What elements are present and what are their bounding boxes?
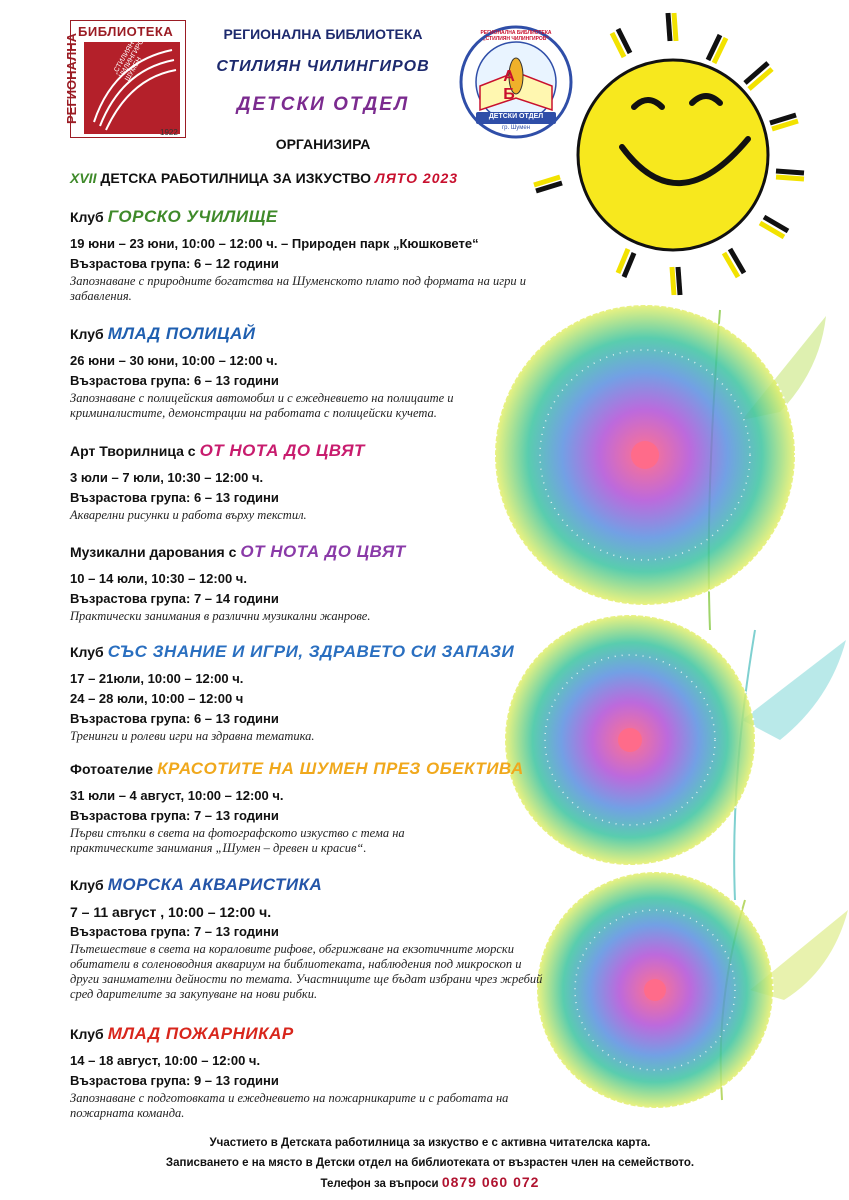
section-prefix: Музикални дарования с	[70, 544, 237, 560]
workshop-text: ДЕТСКА РАБОТИЛНИЦА ЗА ИЗКУСТВО	[96, 170, 375, 186]
section-heading	[70, 439, 550, 463]
section-dates: 14 – 18 август, 10:00 – 12:00 ч.	[70, 1053, 261, 1068]
header-line-3: ДЕТСКИ ОТДЕЛ	[236, 94, 410, 115]
footer-phone-line	[80, 1174, 780, 1190]
club-name: СЪС ЗНАНИЕ И ИГРИ, ЗДРАВЕТО СИ ЗАПАЗИ	[107, 642, 515, 661]
section-prefix: Арт Творилница с	[70, 443, 196, 459]
section-prefix: Клуб	[70, 326, 104, 342]
section-age: Възрастова група: 9 – 13 години	[70, 1073, 279, 1088]
section-dates: 31 юли – 4 август, 10:00 – 12:00 ч.	[70, 788, 284, 803]
section-dates: 7 – 11 август , 10:00 – 12:00 ч.	[70, 904, 272, 920]
department-badge	[458, 24, 574, 140]
section-dates-2: 24 – 28 юли, 10:00 – 12:00 ч	[70, 691, 244, 706]
section-firefighter	[70, 1022, 550, 1121]
section-description: Пътешествие в света на кораловите рифове, обгрижване на екзотичните морски обитатели в соленоводния аквариум на библиотеката, наблюдения под микроскоп и други занимателни дейности по темата. Участниците ще бъдат избрани чрез жребий сред дарителите за закупуване на нови рибки.	[70, 942, 543, 1001]
section-forest-school	[70, 205, 550, 304]
section-age: Възрастова група: 6 – 13 години	[70, 373, 279, 388]
section-prefix: Клуб	[70, 877, 104, 893]
section-heading	[70, 322, 550, 346]
section-description: Първи стъпки в света на фотографското изкуство с тема на практическите занимания „Шумен – древен и красив“.	[70, 826, 405, 855]
club-name: ГОРСКО УЧИЛИЩЕ	[107, 207, 278, 226]
section-dates: 10 – 14 юли, 10:30 – 12:00 ч.	[70, 571, 247, 586]
header-line-2: СТИЛИЯН ЧИЛИНГИРОВ	[216, 58, 430, 75]
section-prefix: Клуб	[70, 209, 104, 225]
section-health	[70, 640, 550, 744]
logo-side-text: РЕГИОНАЛНА	[64, 33, 79, 124]
club-name: ОТ НОТА ДО ЦВЯТ	[199, 441, 365, 460]
logo-inner-text: „СТИЛИЯН ЧИЛИНГИРОВ“ ШУМЕН	[112, 32, 150, 83]
section-young-police	[70, 322, 550, 421]
section-age: Възрастова група: 6 – 12 години	[70, 256, 279, 271]
section-dates: 3 юли – 7 юли, 10:30 – 12:00 ч.	[70, 470, 264, 485]
section-age: Възрастова група: 7 – 14 години	[70, 591, 279, 606]
section-description: Запознаване с полицейския автомобил и с ежедневието на полицаите и криминалистите, демонстрации на работата с полицейски кучета.	[70, 391, 454, 420]
section-dates: 17 – 21юли, 10:00 – 12:00 ч.	[70, 671, 244, 686]
footer-line-2: Записването е на място в Детски отдел на библиотеката от възрастен член на семейството.	[165, 1157, 695, 1169]
logo-top-text: БИБЛИОТЕКА	[78, 24, 174, 39]
section-age: Възрастова група: 6 – 13 години	[70, 711, 279, 726]
workshop-season: ЛЯТО 2023	[374, 170, 459, 186]
club-name: МЛАД ПОЖАРНИКАР	[107, 1024, 294, 1043]
badge-letters: А Б	[503, 68, 529, 103]
section-dates: 26 юни – 30 юни, 10:00 – 12:00 ч.	[70, 353, 278, 368]
club-name: МОРСКА АКВАРИСТИКА	[107, 875, 323, 894]
workshop-title	[70, 170, 458, 186]
section-heading	[70, 640, 550, 664]
section-description: Практически занимания в различни музикални жанрове.	[70, 609, 371, 623]
section-description: Тренинги и ролеви игри на здравна тематика.	[70, 729, 315, 743]
section-art	[70, 439, 550, 523]
logo-year: 1922	[160, 128, 178, 137]
club-name: ОТ НОТА ДО ЦВЯТ	[240, 542, 406, 561]
section-prefix: Клуб	[70, 644, 104, 660]
section-heading	[70, 1022, 550, 1046]
sun-illustration	[530, 5, 849, 305]
section-photo	[70, 757, 550, 856]
header-line-4: ОРГАНИЗИРА	[275, 136, 371, 152]
section-age: Възрастова група: 7 – 13 години	[70, 808, 279, 823]
header-line-1: РЕГИОНАЛНА БИБЛИОТЕКА	[223, 26, 423, 42]
phone-number: 0879 060 072	[441, 1174, 540, 1190]
badge-ring-text: РЕГИОНАЛНА БИБЛИОТЕКА „СТИЛИЯН ЧИЛИНГИРОВ“	[480, 30, 552, 42]
section-description: Акварелни рисунки и работа върху текстил.	[70, 508, 307, 522]
phone-label: Телефон за въпроси	[320, 1178, 442, 1190]
section-age: Възрастова група: 7 – 13 години	[70, 924, 279, 939]
section-prefix: Фотоателие	[70, 761, 154, 777]
club-name: МЛАД ПОЛИЦАЙ	[107, 324, 256, 343]
section-heading	[70, 757, 550, 781]
section-heading	[70, 873, 550, 897]
section-prefix: Клуб	[70, 1026, 104, 1042]
section-dates: 19 юни – 23 юни, 10:00 – 12:00 ч. – Природен парк „Кюшковете“	[70, 236, 479, 251]
workshop-number: XVII	[70, 170, 97, 186]
section-aquarium	[70, 873, 550, 1002]
club-name: КРАСОТИТЕ НА ШУМЕН ПРЕЗ ОБЕКТИВА	[157, 759, 524, 778]
section-age: Възрастова група: 6 – 13 години	[70, 490, 279, 505]
section-description: Запознаване с подготовката и ежедневието на пожарникарите и с работата на пожарната команда.	[70, 1091, 509, 1120]
section-heading	[70, 540, 550, 564]
badge-text: ДЕТСКИ ОТДЕЛ	[488, 113, 544, 120]
section-heading	[70, 205, 550, 229]
badge-city: гр. Шумен	[501, 125, 531, 131]
section-description: Запознаване с природните богатства на Шуменското плато под формата на игри и забавления.	[70, 274, 526, 303]
footer-line-1: Участието в Детската работилница за изкуство е с активна читателска карта.	[209, 1137, 651, 1149]
section-music	[70, 540, 550, 624]
